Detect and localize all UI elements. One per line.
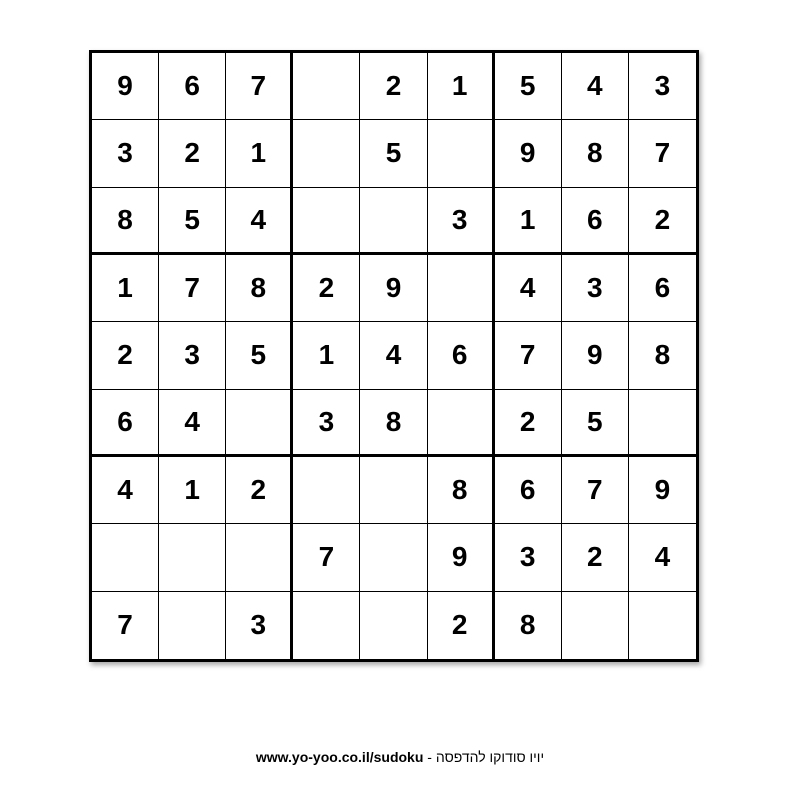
sudoku-given-cell: 9 [92,53,159,120]
sudoku-empty-cell[interactable] [428,120,495,187]
sudoku-empty-cell[interactable] [360,188,427,255]
sudoku-empty-cell[interactable] [226,524,293,591]
sudoku-given-cell: 8 [92,188,159,255]
sudoku-empty-cell[interactable] [293,592,360,659]
sudoku-empty-cell[interactable] [159,592,226,659]
sudoku-board [89,50,699,662]
sudoku-given-cell: 7 [629,120,696,187]
sudoku-empty-cell[interactable] [293,188,360,255]
sudoku-given-cell: 2 [226,457,293,524]
sudoku-given-cell: 2 [428,592,495,659]
sudoku-empty-cell[interactable] [226,390,293,457]
sudoku-given-cell: 2 [92,322,159,389]
sudoku-given-cell: 6 [562,188,629,255]
sudoku-given-cell: 3 [629,53,696,120]
sudoku-given-cell: 3 [428,188,495,255]
sudoku-given-cell: 5 [562,390,629,457]
sudoku-given-cell: 4 [629,524,696,591]
sudoku-given-cell: 1 [495,188,562,255]
sudoku-given-cell: 3 [92,120,159,187]
sudoku-given-cell: 5 [159,188,226,255]
sudoku-given-cell: 6 [159,53,226,120]
sudoku-given-cell: 4 [360,322,427,389]
sudoku-given-cell: 8 [428,457,495,524]
sudoku-empty-cell[interactable] [428,390,495,457]
sudoku-given-cell: 3 [293,390,360,457]
sudoku-empty-cell[interactable] [159,524,226,591]
site-url[interactable]: www.yo-yoo.co.il/sudoku [255,749,424,765]
sudoku-empty-cell[interactable] [293,120,360,187]
footer-separator: - [423,749,436,765]
sudoku-given-cell: 3 [495,524,562,591]
sudoku-given-cell: 5 [226,322,293,389]
sudoku-given-cell: 1 [428,53,495,120]
sudoku-given-cell: 1 [92,255,159,322]
sudoku-given-cell: 9 [629,457,696,524]
sudoku-empty-cell[interactable] [360,457,427,524]
sudoku-empty-cell[interactable] [360,524,427,591]
sudoku-given-cell: 8 [360,390,427,457]
sudoku-given-cell: 2 [360,53,427,120]
sudoku-empty-cell[interactable] [629,592,696,659]
sudoku-empty-cell[interactable] [92,524,159,591]
sudoku-given-cell: 4 [226,188,293,255]
sudoku-given-cell: 9 [562,322,629,389]
footer-caption: יויו סודוקו להדפסה [435,749,545,765]
sudoku-given-cell: 4 [159,390,226,457]
sudoku-given-cell: 8 [629,322,696,389]
sudoku-given-cell: 8 [562,120,629,187]
sudoku-empty-cell[interactable] [629,390,696,457]
sudoku-given-cell: 8 [495,592,562,659]
sudoku-given-cell: 4 [562,53,629,120]
sudoku-given-cell: 2 [159,120,226,187]
sudoku-given-cell: 9 [428,524,495,591]
sudoku-given-cell: 2 [293,255,360,322]
sudoku-given-cell: 7 [159,255,226,322]
sudoku-given-cell: 1 [293,322,360,389]
sudoku-given-cell: 5 [495,53,562,120]
sudoku-given-cell: 3 [159,322,226,389]
sudoku-given-cell: 6 [428,322,495,389]
sudoku-given-cell: 7 [92,592,159,659]
sudoku-given-cell: 6 [629,255,696,322]
sudoku-given-cell: 2 [562,524,629,591]
sudoku-given-cell: 7 [293,524,360,591]
sudoku-given-cell: 2 [495,390,562,457]
sudoku-given-cell: 4 [92,457,159,524]
sudoku-given-cell: 9 [495,120,562,187]
sudoku-empty-cell[interactable] [428,255,495,322]
sudoku-given-cell: 7 [562,457,629,524]
sudoku-given-cell: 6 [92,390,159,457]
sudoku-given-cell: 1 [159,457,226,524]
sudoku-given-cell: 2 [629,188,696,255]
sudoku-given-cell: 3 [562,255,629,322]
sudoku-given-cell: 9 [360,255,427,322]
sudoku-empty-cell[interactable] [360,592,427,659]
sudoku-given-cell: 7 [495,322,562,389]
sudoku-given-cell: 8 [226,255,293,322]
sudoku-empty-cell[interactable] [562,592,629,659]
footer-credit [0,749,800,765]
sudoku-given-cell: 4 [495,255,562,322]
sudoku-given-cell: 5 [360,120,427,187]
sudoku-given-cell: 3 [226,592,293,659]
sudoku-given-cell: 7 [226,53,293,120]
sudoku-empty-cell[interactable] [293,457,360,524]
sudoku-given-cell: 1 [226,120,293,187]
sudoku-given-cell: 6 [495,457,562,524]
sudoku-empty-cell[interactable] [293,53,360,120]
